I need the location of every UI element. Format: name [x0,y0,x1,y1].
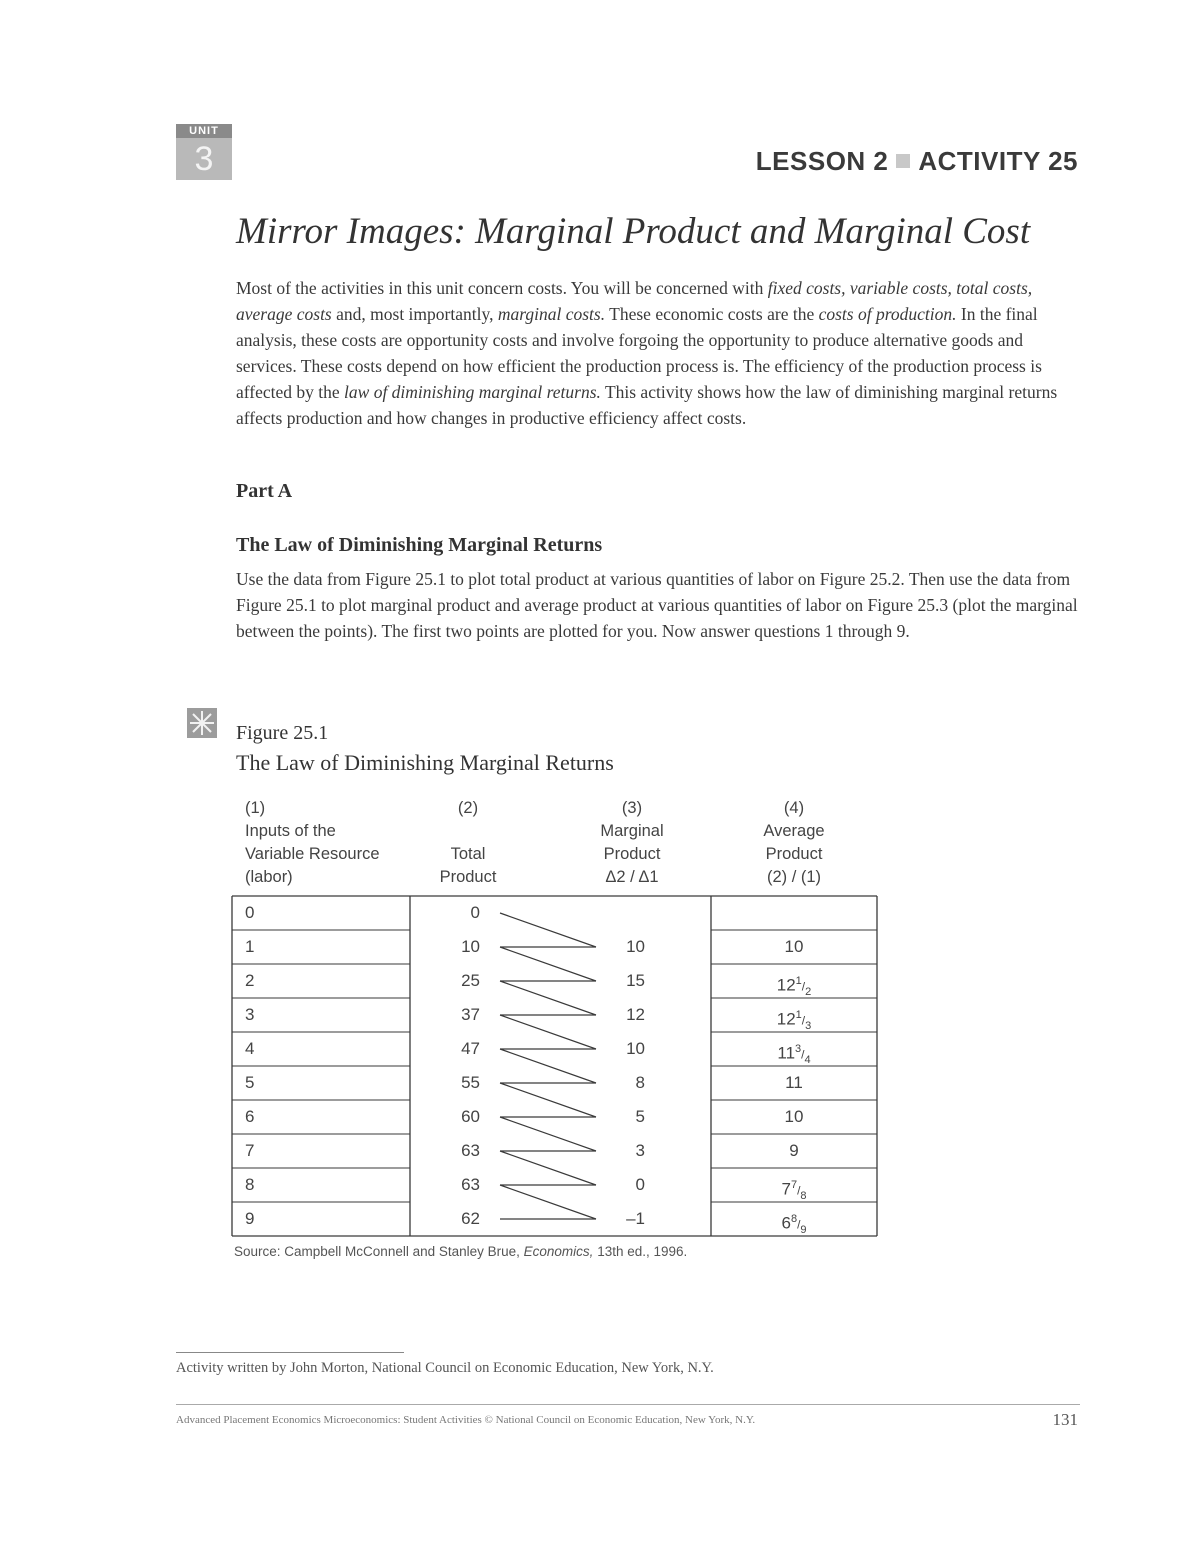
column-header-line: Marginal [600,822,664,840]
total-product-cell: 47 [461,1039,480,1058]
column-header-line: (labor) [245,868,293,886]
column-header-line: (1) [245,799,266,817]
average-product-whole: 10 [784,937,804,956]
unit-number: 3 [176,138,232,180]
intro-text: In the final analysis, these costs are opportunity costs and involve forgoing the opportunity to produce alternative goods and services. These costs depend on how efficient the production process is. The efficiency of the production process is affected by the [236,304,1042,402]
marginal-product-cell [555,896,645,930]
average-product-cell [711,964,877,998]
average-product-cell [711,998,877,1032]
fraction-numerator: 1 [795,1009,802,1021]
marginal-product-cell: 0 [635,1175,645,1194]
column-header-line: Δ2 / Δ1 [605,868,659,886]
fraction-numerator: 1 [795,975,802,987]
fraction-numerator: 3 [795,1043,802,1055]
column-header-line: Product [603,845,661,863]
intro-paragraph [236,275,1088,431]
total-product-cell: 10 [461,937,480,956]
part-heading: Part A [236,480,293,502]
intro-text: and, most importantly, [331,304,498,324]
average-product-whole: 10 [784,1107,804,1126]
section-heading: The Law of Diminishing Marginal Returns [236,534,603,556]
average-product-cell [711,1100,877,1134]
total-product-cell: 0 [470,903,480,922]
average-product-whole: 11 [777,1043,796,1063]
total-product-cell: 62 [461,1209,480,1228]
average-product-cell [711,1202,877,1236]
column-header-line: (2) / (1) [766,868,822,886]
labor-cell: 7 [245,1141,255,1160]
average-product-cell [711,930,877,964]
marginal-product-cell: 10 [626,1039,645,1058]
labor-cell: 4 [245,1039,255,1058]
figure-number: Figure 25.1 [236,722,329,744]
total-product-cell: 60 [461,1107,480,1126]
average-product-whole: 7 [781,1179,791,1199]
fraction-slash: / [797,1217,801,1232]
column-header-line: (4) [783,799,805,817]
fraction-denominator: 4 [804,1054,811,1067]
labor-cell: 9 [245,1209,255,1228]
marginal-product-cell: 10 [626,937,645,956]
column-header-line: Variable Resource [245,845,380,863]
intro-text: This activity shows how the law of diminishing marginal returns affects production and how changes in productive efficiency affect costs. [236,382,1058,428]
column-header-line: (3) [621,799,643,817]
footer-copyright: Advanced Placement Economics Microeconomics: Student Activities © National Council on Economic Education, New York, N.Y. [176,1414,756,1426]
source-book: Economics, [523,1244,594,1259]
footnote: Activity written by John Morton, National Council on Economic Education, New York, N.Y. [176,1360,714,1376]
average-product-cell [711,1066,877,1100]
figure-source [234,1244,687,1259]
activity-label: ACTIVITY 25 [918,146,1078,176]
labor-cell: 5 [245,1073,255,1092]
column-header-marginal-product [555,797,709,889]
source-text: Source: Campbell McConnell and Stanley Brue, [234,1244,524,1259]
marginal-product-cell: 5 [635,1107,645,1126]
fraction-denominator: 2 [805,986,812,999]
page-number: 131 [1052,1410,1078,1429]
intro-emphasis: law of diminishing marginal returns. [344,382,601,402]
column-header-average-product [711,797,877,889]
column-header-line: Total [450,845,486,863]
total-product-cell: 37 [461,1005,480,1024]
column-header-line: Inputs of the [245,822,336,840]
figure-asterisk-icon [187,708,217,738]
total-product-cell: 63 [461,1141,480,1160]
fraction-numerator: 7 [790,1179,798,1191]
labor-cell: 2 [245,971,255,990]
total-product-cell: 55 [461,1073,480,1092]
fraction-numerator: 8 [790,1213,798,1225]
average-product-cell [711,1032,877,1066]
source-text: 13th ed., 1996. [593,1244,688,1259]
unit-badge [176,124,232,180]
lesson-label: LESSON 2 [755,146,889,176]
average-product-whole: 6 [781,1213,791,1233]
column-header-line [410,820,526,843]
intro-emphasis: marginal costs. [497,304,606,324]
labor-cell: 1 [245,937,255,956]
fraction-denominator: 3 [805,1020,812,1033]
page-title: Mirror Images: Marginal Product and Marginal Cost [236,211,1031,252]
section-body: Use the data from Figure 25.1 to plot total product at various quantities of labor on Figure 25.2. Then use the data from Figure 25.1 to plot marginal product and average product at various quantities of labor on Figure 25.3 (plot the marginal between the points). The first two points are plotted for you. Now answer questions 1 through 9. [236,569,1078,641]
average-product-cell [711,1134,877,1168]
column-header-total-product [410,797,526,889]
fraction-slash: / [801,1013,806,1028]
column-header-labor [245,797,380,889]
column-header-line: (2) [457,799,479,817]
lesson-header [756,146,1078,177]
figure-title: The Law of Diminishing Marginal Returns [236,750,614,775]
fraction-denominator: 8 [800,1190,807,1203]
average-product-cell [711,896,877,930]
average-product-whole: 11 [785,1073,803,1092]
fraction-slash: / [801,1047,805,1062]
total-product-cell: 63 [461,1175,480,1194]
intro-emphasis: fixed costs, variable costs, total costs, average costs [236,278,1033,324]
fraction-slash: / [801,979,806,994]
labor-cell: 0 [245,903,255,922]
column-header-line: Product [439,868,497,886]
intro-emphasis: costs of production. [818,304,957,324]
footer-divider [176,1404,1080,1405]
footnote-divider [176,1352,404,1353]
average-product-cell [711,1168,877,1202]
average-product-whole: 9 [789,1141,799,1160]
intro-text: Most of the activities in this unit concern costs. You will be concerned with [236,278,768,298]
labor-cell: 8 [245,1175,255,1194]
average-product-whole: 12 [776,1009,796,1029]
marginal-product-cell: 15 [626,971,645,990]
total-product-cell: 25 [461,971,480,990]
marginal-product-cell: 12 [626,1005,645,1024]
column-header-line: Average [763,822,825,840]
marginal-product-cell: –1 [626,1209,645,1228]
intro-text: These economic costs are the [605,304,819,324]
labor-cell: 3 [245,1005,255,1024]
fraction-denominator: 9 [800,1224,807,1237]
labor-cell: 6 [245,1107,255,1126]
fraction-slash: / [797,1183,801,1198]
average-product-whole: 12 [776,975,796,995]
unit-label: UNIT [176,124,232,138]
column-header-line: Product [765,845,823,863]
marginal-product-cell: 3 [635,1141,645,1160]
marginal-product-cell: 8 [635,1073,645,1092]
square-separator-icon [896,154,910,168]
